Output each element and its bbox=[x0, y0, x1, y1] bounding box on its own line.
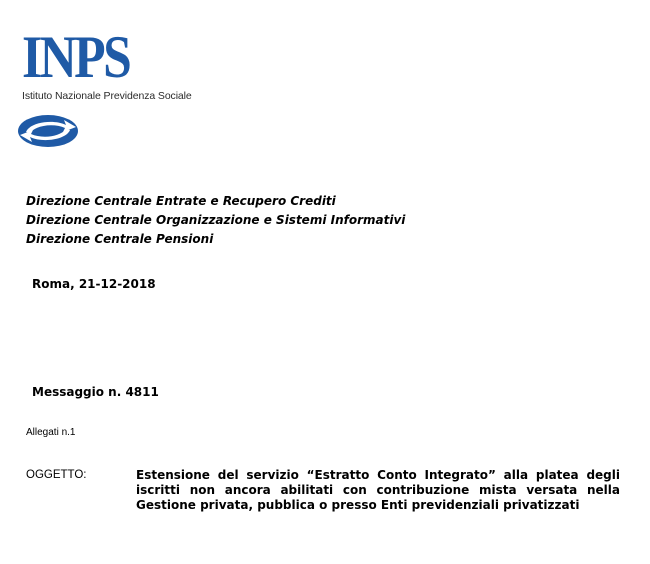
subject-text: Estensione del servizio “Estratto Conto Integrato” alla platea degli iscritti non ancora abilitati con contribuzione mista versata nella Gestione privata, pubblica o presso Enti previdenziali privatizzati bbox=[136, 468, 620, 512]
subject-label: OGGETTO: bbox=[26, 469, 87, 481]
logo-subtitle: Istituto Nazionale Previdenza Sociale bbox=[22, 90, 192, 102]
circular-arrows-icon bbox=[14, 110, 86, 152]
document-date: Roma, 21-12-2018 bbox=[32, 277, 156, 291]
directorate-line: Direzione Centrale Organizzazione e Sistemi Informativi bbox=[26, 213, 406, 227]
message-number: Messaggio n. 4811 bbox=[32, 385, 159, 399]
directorates-list bbox=[26, 192, 405, 249]
inps-logo bbox=[22, 24, 222, 150]
directorate-line: Direzione Centrale Pensioni bbox=[26, 232, 214, 246]
logo-wordmark: INPS bbox=[22, 24, 130, 90]
directorate-line: Direzione Centrale Entrate e Recupero Crediti bbox=[26, 194, 336, 208]
attachments-count: Allegati n.1 bbox=[26, 427, 76, 438]
